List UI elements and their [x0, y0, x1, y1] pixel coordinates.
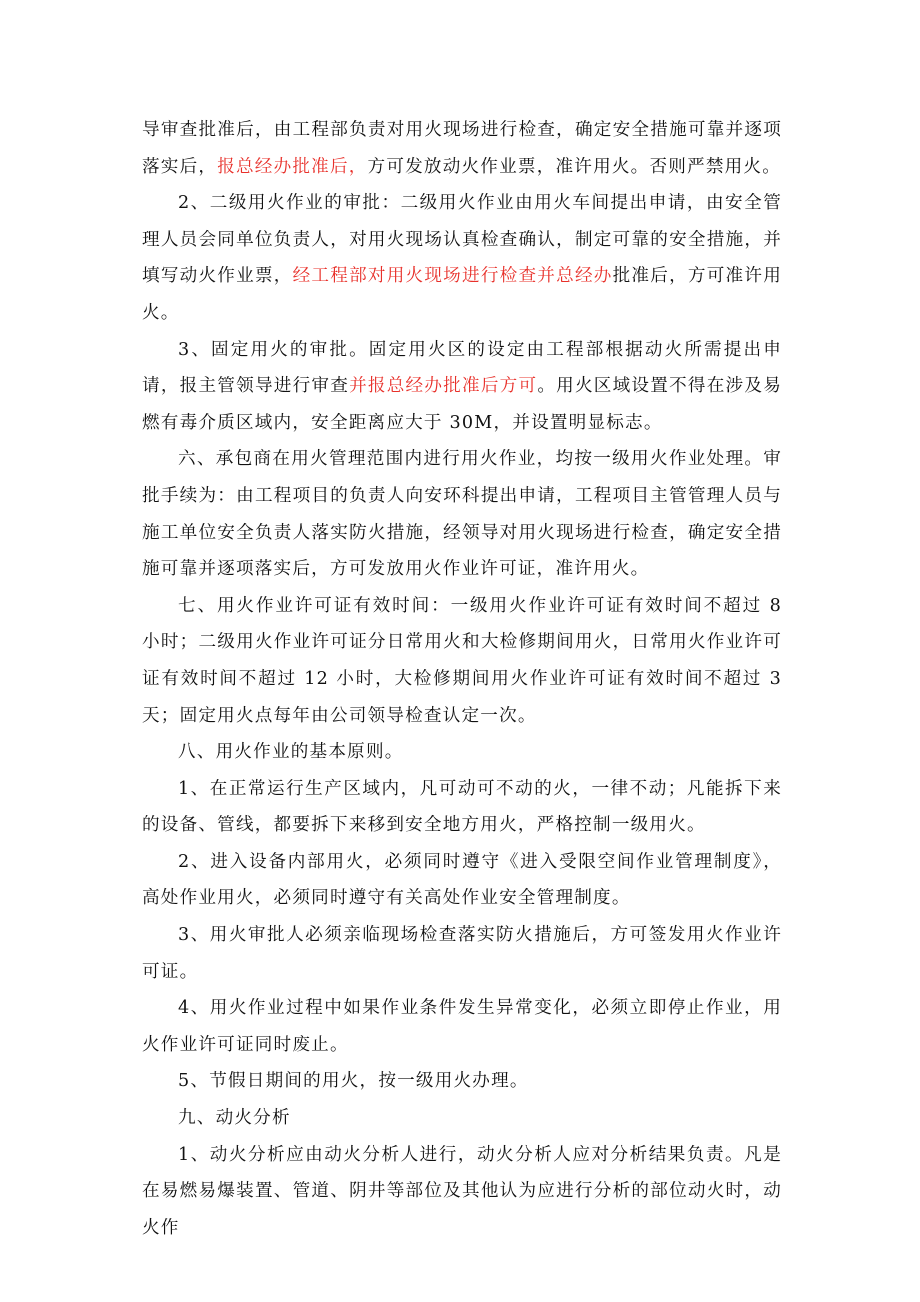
document-body [142, 112, 782, 1246]
paragraph-text: 九、动火分析 [178, 1108, 291, 1129]
paragraph [142, 588, 782, 734]
paragraph-text: 4、用火作业过程中如果作业条件发生异常变化，必须立即停止作业，用火作业许可证同时废止。 [142, 998, 782, 1055]
highlighted-text: 经工程部对用火现场进行检查并总经办 [292, 266, 613, 287]
paragraph [142, 917, 782, 990]
paragraph [142, 990, 782, 1063]
paragraph-text: 六、承包商在用火管理范围内进行用火作业，均按一级用火作业处理。审批手续为：由工程项目的负责人向安环科提出申请，工程项目主管管理人员与施工单位安全负责人落实防火措施，经领导对用火现场进行检查，确定安全措施可靠并逐项落实后，方可发放用火作业许可证，准许用火。 [142, 449, 782, 580]
highlighted-text: 报总经办批准后， [217, 156, 368, 177]
paragraph [142, 332, 782, 442]
paragraph [142, 1100, 782, 1137]
paragraph [142, 185, 782, 331]
paragraph-text: 批准后，方可准许用火。 [142, 266, 782, 323]
paragraph [142, 1137, 782, 1247]
paragraph-text: 1、动火分析应由动火分析人进行，动火分析人应对分析结果负责。凡是在易燃易爆装置、管道、阴井等部位及其他认为应进行分析的部位动火时，动火作 [142, 1144, 782, 1238]
paragraph-text: 1、在正常运行生产区域内，凡可动可不动的火，一律不动；凡能拆下来的设备、管线，都要拆下来移到安全地方用火，严格控制一级用火。 [142, 778, 782, 836]
paragraph [142, 734, 782, 771]
paragraph-text: 八、用火作业的基本原则。 [178, 742, 404, 763]
paragraph-text: 5、节假日期间的用火，按一级用火办理。 [178, 1071, 529, 1092]
paragraph-text: 3、用火审批人必须亲临现场检查落实防火措施后，方可签发用火作业许可证。 [142, 925, 782, 982]
paragraph-text: 2、二级用火作业的审批：二级用火作业由用火车间提出申请，由安全管理人员会同单位负责人，对用火现场认真检查确认，制定可靠的安全措施，并填写动火作业票， [142, 193, 782, 287]
paragraph-text: 。用火区域设置不得在涉及易燃有毒介质区域内，安全距离应大于 30M，并设置明显标志。 [142, 376, 782, 433]
paragraph-text: 3、固定用火的审批。固定用火区的设定由工程部根据动火所需提出申请，报主管领导进行审查 [142, 339, 782, 397]
paragraph-text: 2、进入设备内部用火，必须同时遵守《进入受限空间作业管理制度》，高处作业用火，必须同时遵守有关高处作业安全管理制度。 [142, 851, 782, 909]
paragraph-text: 七、用火作业许可证有效时间：一级用火作业许可证有效时间不超过 8 小时；二级用火作业许可证分日常用火和大检修期间用火，日常用火作业许可证有效时间不超过 12 小时，大检修期间用火作业许可证有效时间不超过 3 天；固定用火点每年由公司领导检查认定一次。 [142, 595, 782, 726]
paragraph [142, 771, 782, 844]
paragraph [142, 441, 782, 587]
paragraph-text: 方可发放动火作业票，准许用火。否则严禁用火。 [367, 156, 782, 177]
highlighted-text: 并报总经办批准后方可 [349, 376, 538, 397]
paragraph [142, 112, 782, 185]
paragraph [142, 844, 782, 917]
paragraph-text: 导审查批准后，由工程部负责对用火现场进行检查，确定安全措施可靠并逐项落实后， [142, 120, 782, 177]
paragraph [142, 1063, 782, 1100]
